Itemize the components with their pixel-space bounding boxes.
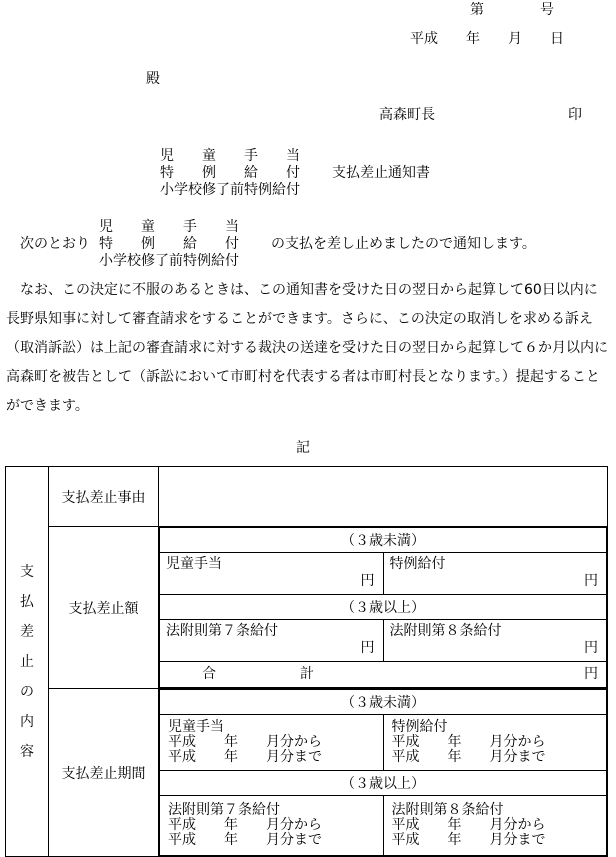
vlabel-char: 支 [20,563,34,580]
period-detail [159,689,608,857]
reason-value [159,467,608,527]
vlabel-char: 差 [20,623,34,640]
period-from: 平成 年 月分から [168,817,322,833]
notice-line-1: 児 童 手 当 [99,219,239,235]
issue-date: 平成 年 月 日 [410,31,564,47]
notice-line-3: 小学校修了前特例給付 [99,253,239,269]
period-to: 平成 年 月分まで [391,832,546,848]
amount-child-allowance-label: 児童手当 [166,556,222,572]
vlabel-char: 内 [20,713,34,730]
amount-over3-heading: （３歳以上） [160,595,607,620]
yen-unit: 円 [360,640,375,656]
title-line-1: 児 童 手 当 [160,148,300,164]
notice-prefix: 次のとおり [20,236,90,252]
amount-under3-heading: （３歳未満） [160,528,607,553]
title-suffix: 支払差止通知書 [332,165,430,181]
period-suppl7 [160,796,384,856]
amount-suppl7-label: 法附則第７条給付 [166,623,278,639]
amount-special-benefit-label: 特例給付 [389,556,446,572]
amount-child-allowance [160,553,384,595]
period-suppl8 [383,796,607,856]
period-from: 平成 年 月分から [391,817,546,833]
period-label: 支払差止期間 [49,689,159,857]
amount-suppl8-label: 法附則第８条給付 [389,623,502,639]
period-to: 平成 年 月分まで [168,832,322,848]
yen-unit: 円 [584,573,598,589]
vlabel-char: の [20,683,34,700]
amount-total-label: 合 計 [202,666,314,682]
amount-detail [159,527,608,689]
seal-mark: 印 [568,107,582,123]
period-to: 平成 年 月分まで [391,749,546,765]
appeal-paragraph: なお、この決定に不服のあるときは、この通知書を受けた日の翌日から起算して60日以内に長野県知事に対して審査請求をすることができます。さらに、この決定の取消しを求める訴え（取消訴訟）は上記の審査請求に対する裁決の送達を受けた日の翌日から起算して６か月以内に高森町を被告として（訴訟において市町村を代表する者は市町村長となります。）提起することができます。 [6,282,608,414]
period-over3-heading: （３歳以上） [160,771,607,796]
yen-unit: 円 [584,640,598,656]
title-line-2: 特 例 給 付 [160,165,300,181]
reason-label: 支払差止事由 [49,467,159,527]
period-suppl7-label: 法附則第７条給付 [168,802,280,818]
notice-suffix: の支払を差し止めましたので通知します。 [271,236,536,252]
suspension-detail-table [5,466,608,857]
vlabel-char: 払 [20,593,34,610]
period-from: 平成 年 月分から [168,734,322,750]
addressee-honorific: 殿 [146,71,160,87]
period-under3-heading: （３歳未満） [160,690,607,715]
amount-label: 支払差止額 [49,527,159,689]
mayor-name: 高森町長 [379,107,435,123]
amount-suppl8 [383,620,607,662]
ki-heading: 記 [296,440,310,456]
period-special-benefit [383,715,607,771]
period-child-allowance [160,715,384,771]
notice-number: 第 号 [470,2,554,18]
period-suppl8-label: 法附則第８条給付 [391,802,504,818]
notice-line-2: 特 例 給 付 [99,236,239,252]
vlabel-char: 止 [20,653,34,670]
vertical-label [6,467,49,857]
amount-total [160,662,607,688]
period-from: 平成 年 月分から [391,734,546,750]
amount-suppl7 [160,620,384,662]
period-to: 平成 年 月分まで [168,749,322,765]
amount-special-benefit [383,553,607,595]
vlabel-char: 容 [20,743,34,760]
title-line-3: 小学校修了前特例給付 [160,182,300,198]
period-child-allowance-label: 児童手当 [168,719,224,735]
period-special-benefit-label: 特例給付 [391,719,448,735]
yen-unit: 円 [584,666,598,682]
yen-unit: 円 [360,573,375,589]
